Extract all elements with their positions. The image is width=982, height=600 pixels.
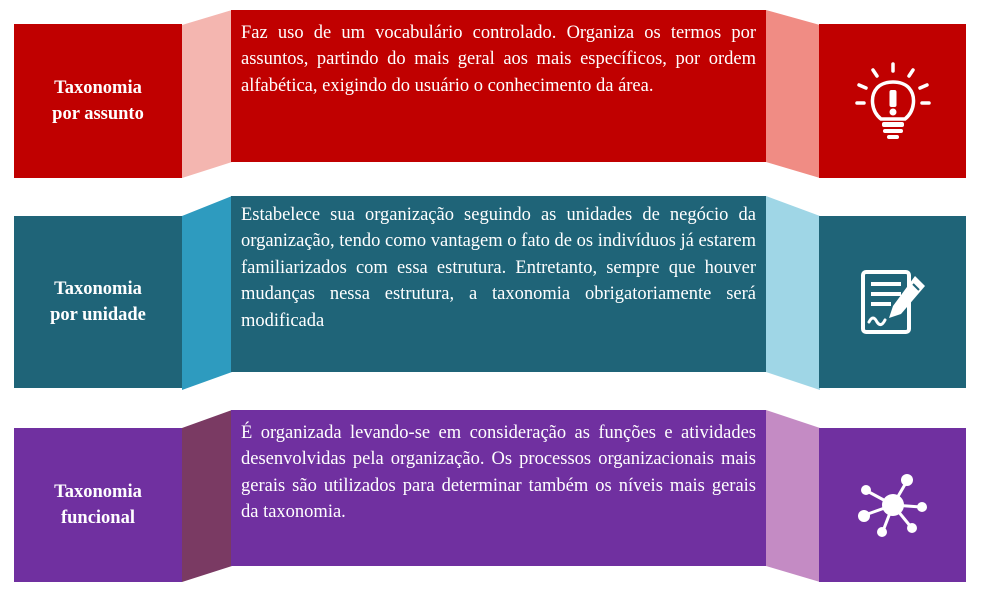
taxonomy-label: Taxonomia por assunto xyxy=(14,24,182,178)
taxonomy-label: Taxonomia funcional xyxy=(14,428,182,582)
taxonomy-description: Faz uso de um vocabulário controlado. Organiza os termos por assuntos, partindo do mais geral aos mais específicos, por ordem alfabética, exigindo do usuário o conhecimento da área. xyxy=(231,10,766,162)
left-fold xyxy=(180,196,234,392)
icon-panel xyxy=(819,428,966,582)
network-hub-icon xyxy=(853,465,933,545)
lightbulb-icon xyxy=(853,61,933,141)
taxonomy-description: Estabelece sua organização seguindo as unidades de negócio da organização, tendo como vantagem o fato de os indivíduos já estarem familiarizados com essa estrutura. Entretanto, sempre que houver mudanças nessa estrutura, a taxonomia obrigatoriamente será modificada xyxy=(231,196,766,372)
icon-panel xyxy=(819,216,966,388)
taxonomy-label: Taxonomia por unidade xyxy=(14,216,182,388)
icon-panel xyxy=(819,24,966,178)
taxonomy-description: É organizada levando-se em consideração as funções e atividades desenvolvidas pela organização. Os processos organizacionais mais gerais são utilizados para determinar também os níveis mais gerais da taxonomia. xyxy=(231,410,766,566)
right-fold xyxy=(765,10,821,180)
left-fold xyxy=(180,410,234,584)
right-fold xyxy=(765,410,821,584)
document-sign-icon xyxy=(853,262,933,342)
right-fold xyxy=(765,196,821,392)
left-fold xyxy=(180,10,234,180)
